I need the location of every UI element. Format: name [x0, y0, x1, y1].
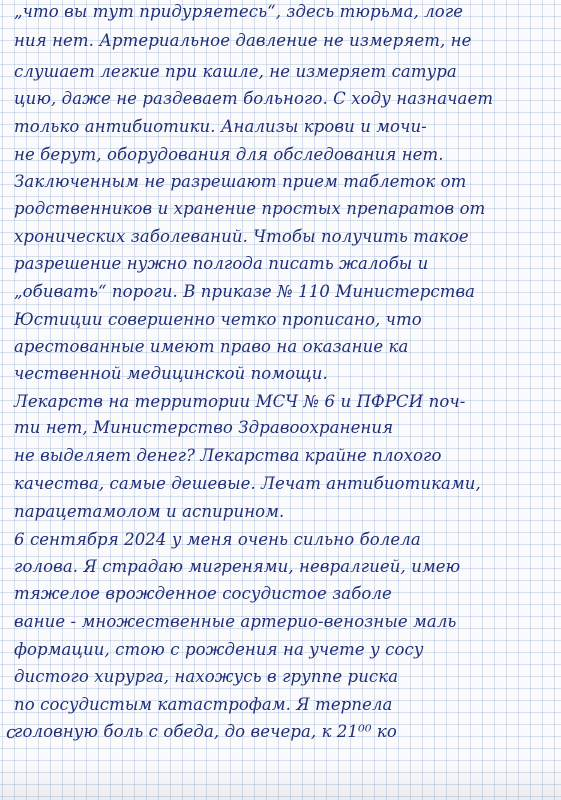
text-line: Заключенным не разрешают прием таблеток от — [14, 172, 467, 191]
text-line: „обивать“ пороги. В приказе № 110 Министерства — [14, 282, 476, 301]
text-line: формации, стою с рождения на учете у сосу — [14, 640, 424, 659]
text-line: хронических заболеваний. Чтобы получить такое — [14, 227, 469, 246]
text-line: цию, даже не раздевает больного. С ходу назначает — [14, 89, 494, 108]
text-line: слушает легкие при кашле, не измеряет сатура — [14, 62, 457, 81]
text-line: вание - множественные артерио-венозные маль — [14, 612, 457, 631]
text-line: только антибиотики. Анализы крови и мочи- — [14, 117, 427, 136]
text-line: голова. Я страдаю мигренями, невралгией, имею — [14, 557, 461, 576]
text-line: не выделяет денег? Лекарства крайне плохого — [14, 446, 442, 465]
text-line: головную боль с обеда, до вечера, к 21⁰⁰ ко — [14, 722, 397, 741]
text-line: парацетамолом и аспирином. — [14, 502, 285, 521]
text-line: разрешение нужно полгода писать жалобы и — [14, 254, 429, 273]
text-line: не берут, оборудования для обследования нет. — [14, 145, 444, 164]
text-line: качества, самые дешевые. Лечат антибиотиками, — [14, 474, 481, 493]
text-line: тяжелое врожденное сосудистое заболе — [14, 584, 392, 603]
text-line: Лекарств на территории МСЧ № 6 и ПФРСИ поч- — [14, 392, 466, 411]
text-line: Юстиции совершенно четко прописано, что — [14, 310, 422, 329]
text-line: 6 сентября 2024 у меня очень сильно болела — [14, 530, 421, 549]
text-line: арестованные имеют право на оказание ка — [14, 337, 409, 356]
text-line: чественной медицинской помощи. — [14, 364, 328, 383]
text-line: ния нет. Артериальное давление не измеряет, не — [14, 31, 472, 50]
text-line: „что вы тут придуряетесь“, здесь тюрьма, логе — [14, 2, 464, 21]
text-line: ти нет, Министерство Здравоохранения — [14, 418, 394, 437]
text-line: по сосудистым катастрофам. Я терпела — [14, 695, 393, 714]
text-line: родственников и хранение простых препаратов от — [14, 199, 486, 218]
margin-mark: с — [6, 722, 17, 743]
text-line: дистого хирурга, нахожусь в группе риска — [14, 667, 399, 686]
